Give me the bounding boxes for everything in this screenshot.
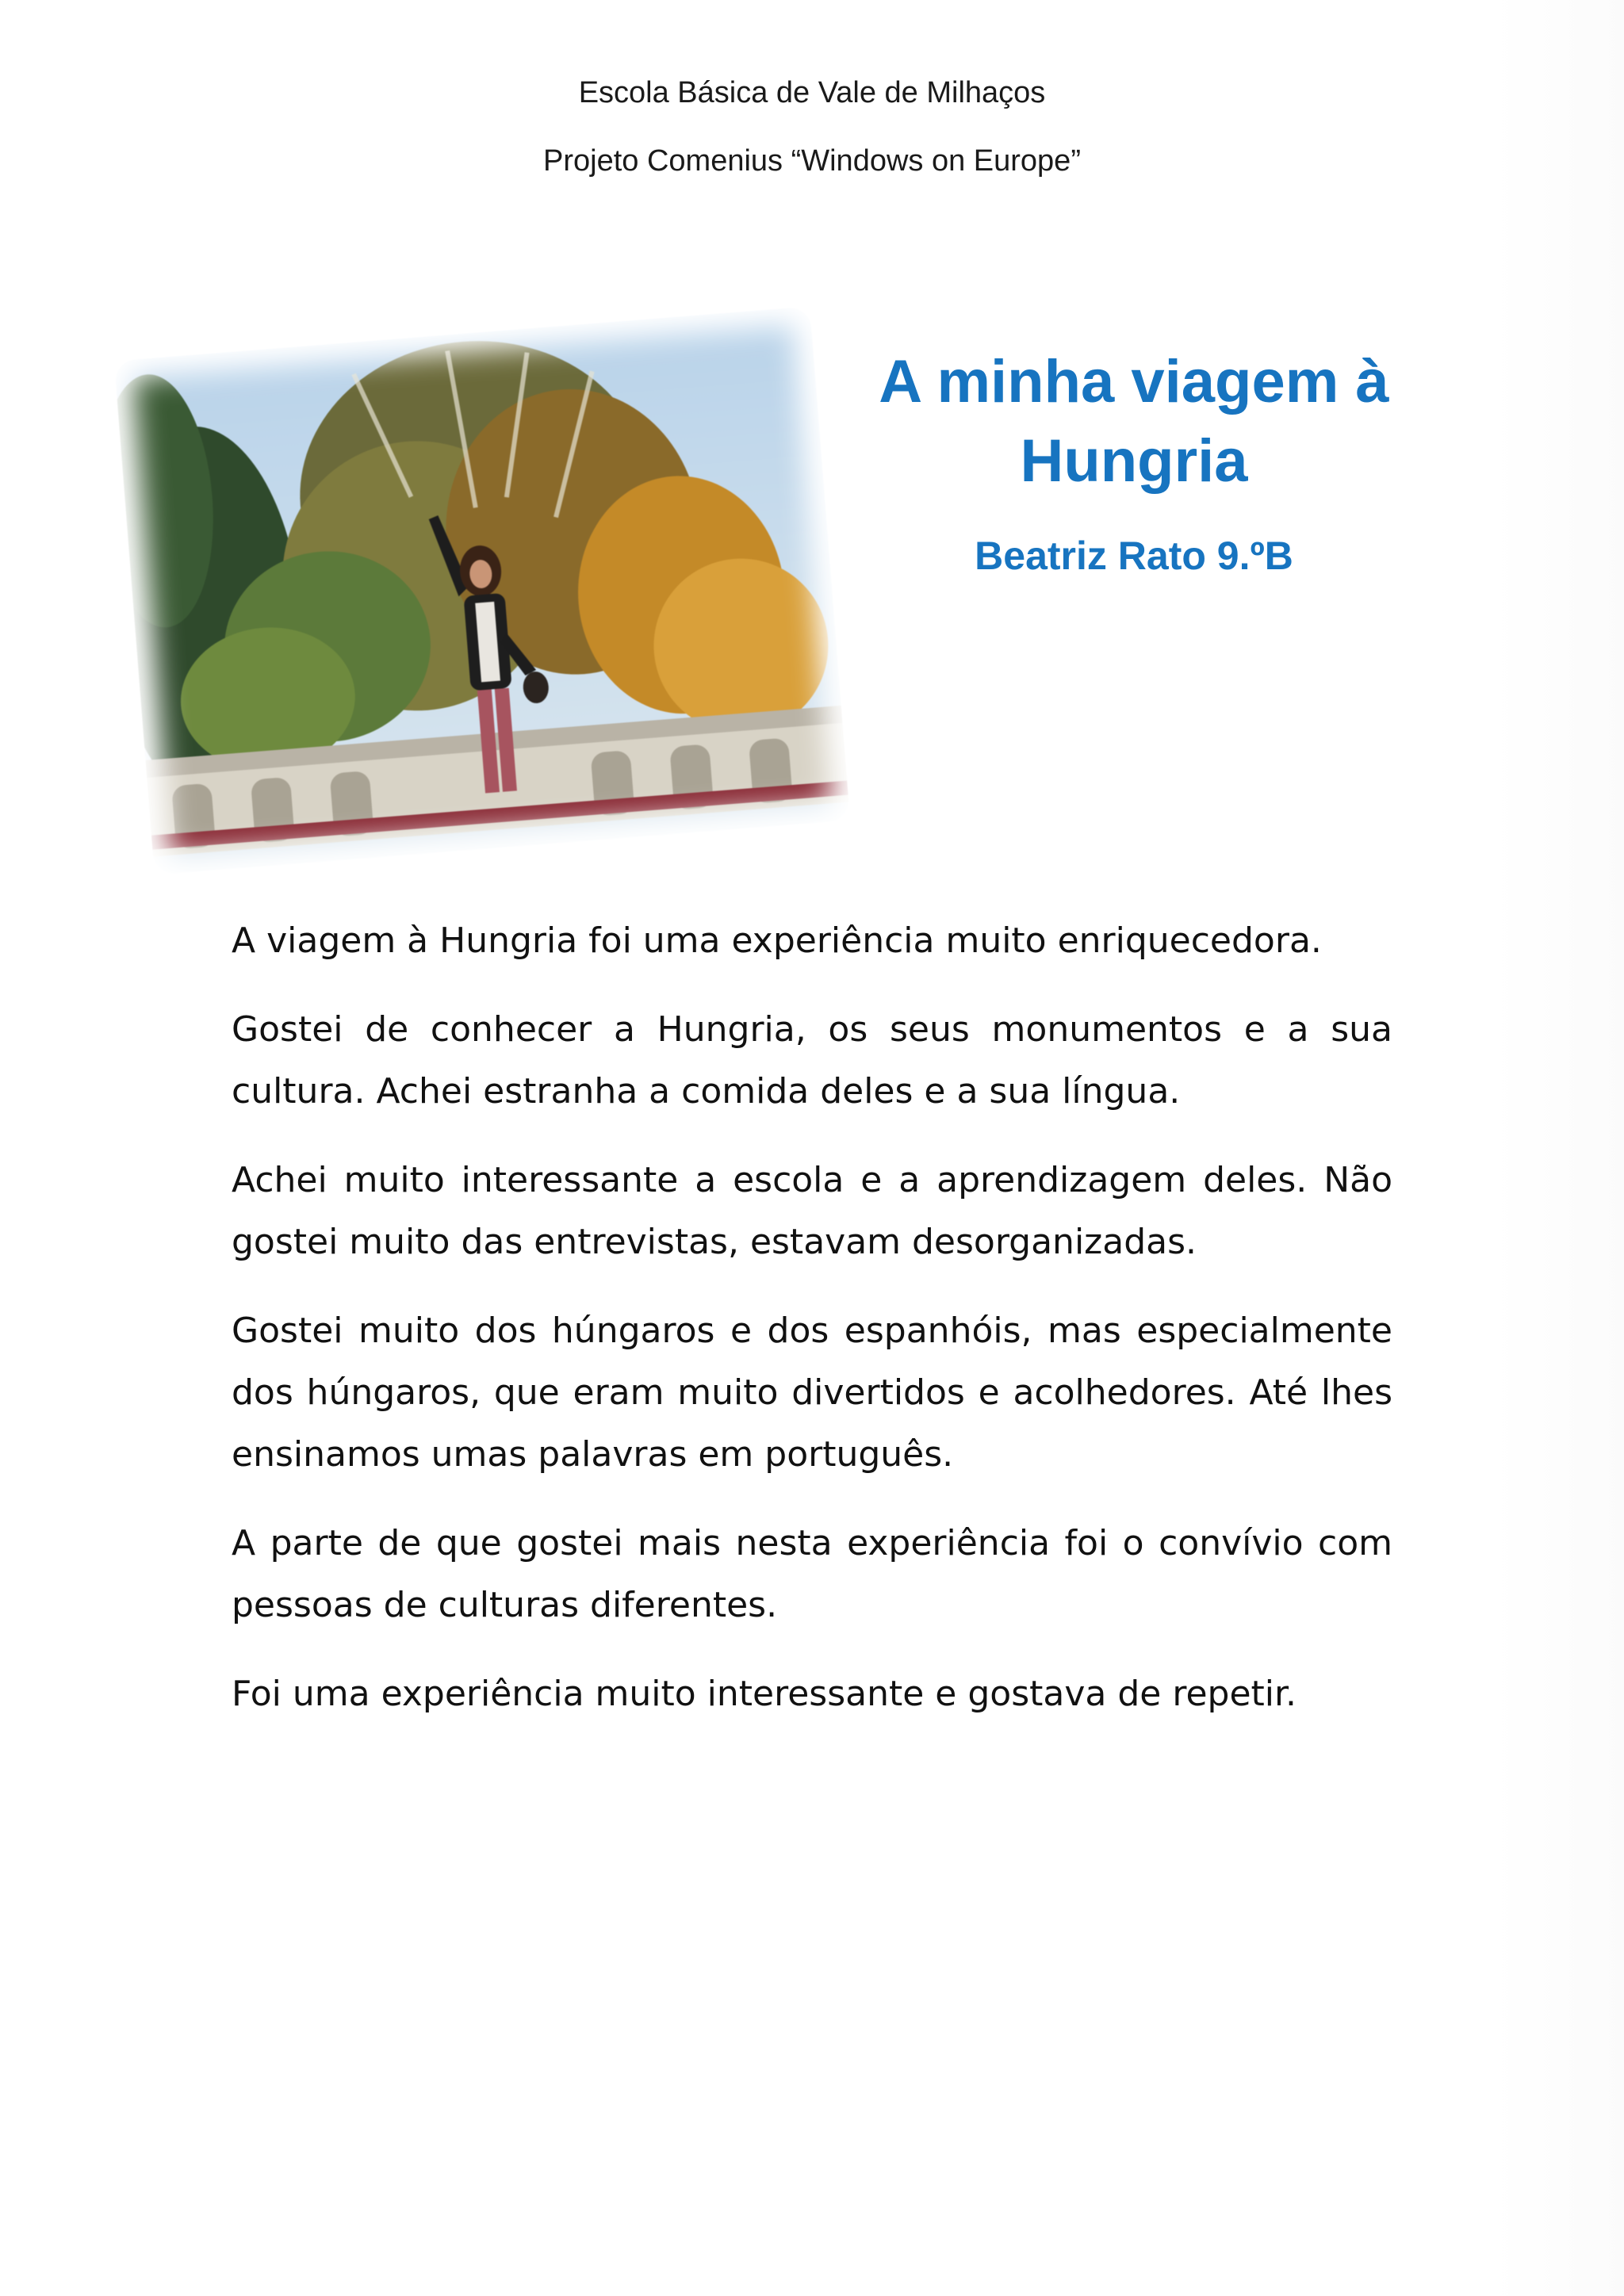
- author-name: Beatriz Rato 9.ºB: [975, 534, 1293, 578]
- article-title-line-1: A minha viagem à: [879, 348, 1389, 415]
- travel-photo: [114, 306, 850, 874]
- paragraph: Achei muito interessante a escola e a aprendizagem deles. Não gostei muito das entrevistas, estavam desorganizadas.: [232, 1160, 1392, 1262]
- paragraph: A viagem à Hungria foi uma experiência muito enriquecedora.: [232, 920, 1322, 961]
- paragraph: Gostei muito dos húngaros e dos espanhóis, mas especialmente dos húngaros, que eram muito divertidos e acolhedores. Até lhes ensinamos umas palavras em português.: [232, 1311, 1392, 1475]
- paragraph: Gostei de conhecer a Hungria, os seus monumentos e a sua cultura. Achei estranha a comida deles e a sua língua.: [232, 1009, 1392, 1112]
- school-name: Escola Básica de Vale de Milhaços: [578, 76, 1046, 109]
- article-title-line-2: Hungria: [1020, 427, 1248, 495]
- article-body: [232, 910, 1392, 1752]
- project-name: Projeto Comenius “Windows on Europe”: [543, 144, 1081, 178]
- article-title: [841, 342, 1427, 501]
- paragraph: A parte de que gostei mais nesta experiência foi o convívio com pessoas de culturas diferentes.: [232, 1523, 1392, 1625]
- paragraph: Foi uma experiência muito interessante e gostava de repetir.: [232, 1674, 1297, 1714]
